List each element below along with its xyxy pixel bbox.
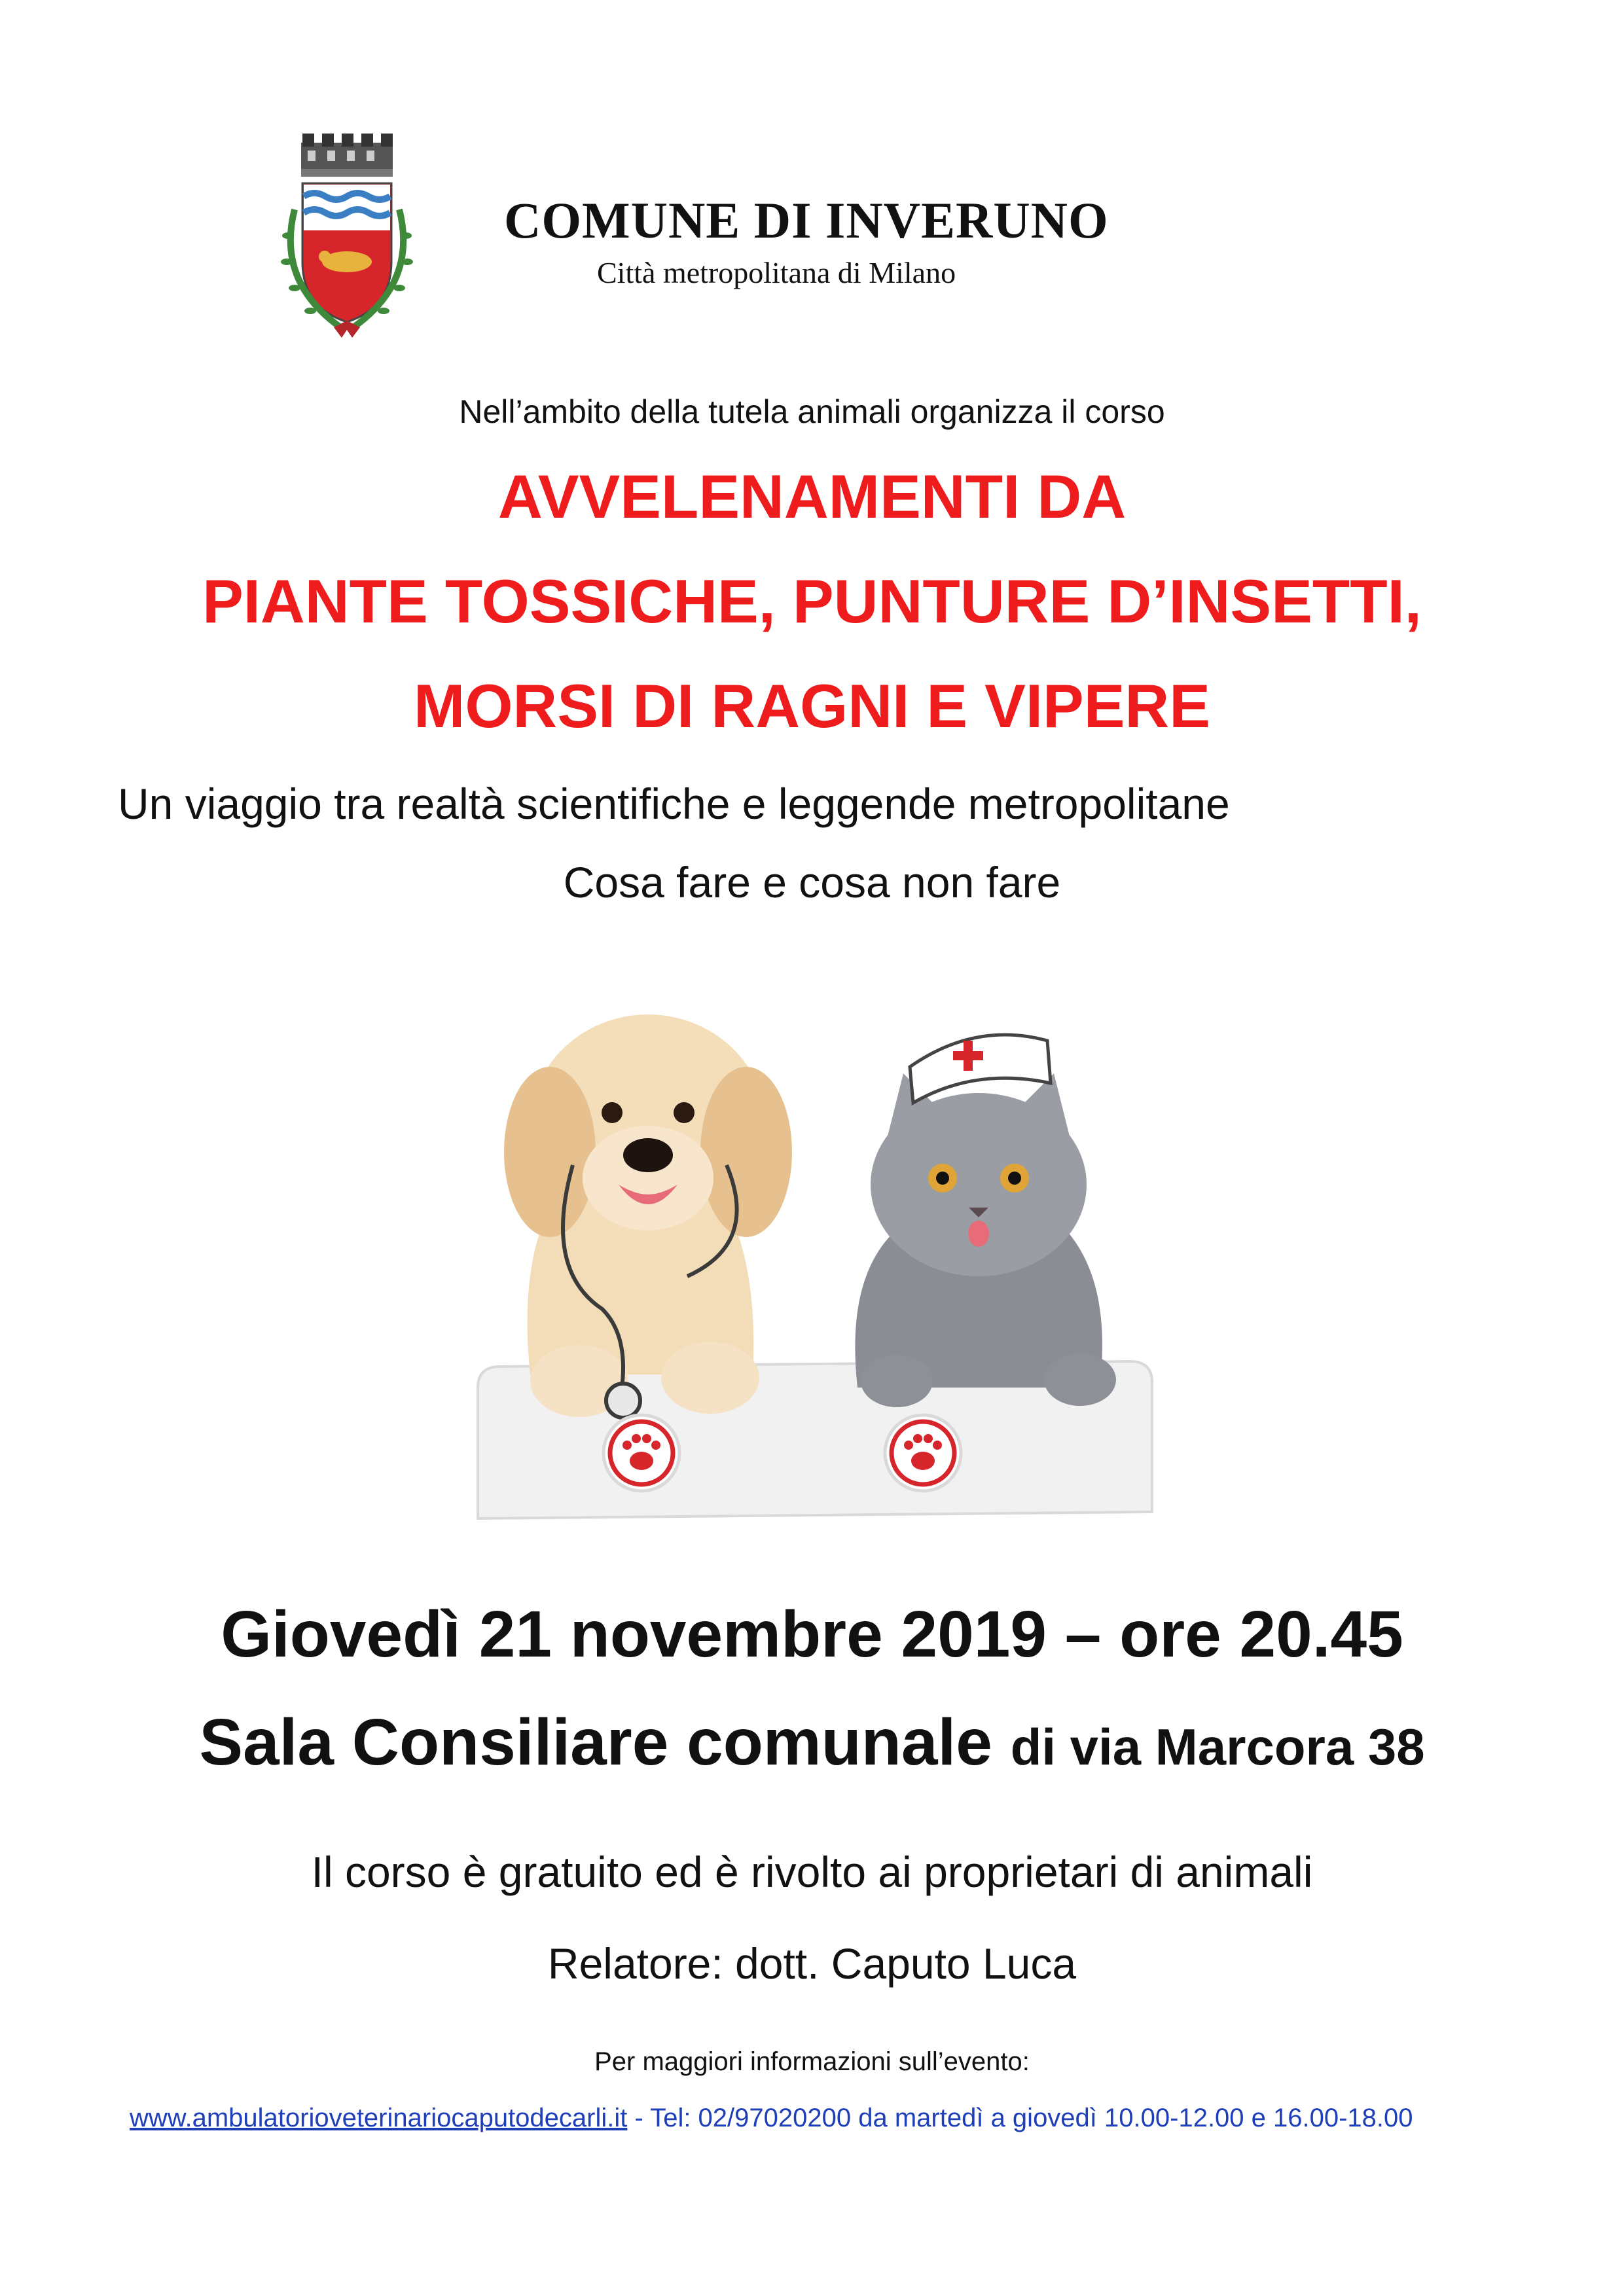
coat-of-arms-icon [262,131,432,340]
event-title-line-3: MORSI DI RAGNI E VIPERE [414,672,1210,740]
free-course-note: Il corso è gratuito ed è rivolto ai proprietari di animali [311,1848,1313,1896]
contact-details: - Tel: 02/97020200 da martedì a giovedì 10.00-12.00 e 16.00-18.00 [627,2104,1413,2132]
more-info-label: Per maggiori informazioni sull’evento: [594,2047,1030,2076]
event-subtitle-line-1: Un viaggio tra realtà scientifiche e leggende metropolitane [118,780,1230,828]
organization-name: COMUNE DI INVERUNO [504,192,1109,249]
event-title-line-2: PIANTE TOSSICHE, PUNTURE D’INSETTI, [202,567,1422,636]
event-subtitle-line-2: Cosa fare e cosa non fare [563,858,1061,906]
event-address: di via Marcora 38 [1010,1718,1425,1776]
event-venue: Sala Consiliare comunale [199,1706,992,1779]
event-venue-line [0,1705,1624,1780]
contact-line [130,2104,1413,2133]
speaker-line: Relatore: dott. Caputo Luca [547,1939,1077,1988]
event-title-line-1: AVVELENAMENTI DA [497,462,1127,531]
website-link[interactable]: www.ambulatorioveterinariocaputodecarli.it [130,2104,628,2132]
dog-and-cat-illustration [452,969,1178,1532]
intro-text: Nell’ambito della tutela animali organizza il corso [459,393,1165,430]
organization-subtitle: Città metropolitana di Milano [597,256,956,289]
event-date-time: Giovedì 21 novembre 2019 – ore 20.45 [221,1598,1403,1671]
